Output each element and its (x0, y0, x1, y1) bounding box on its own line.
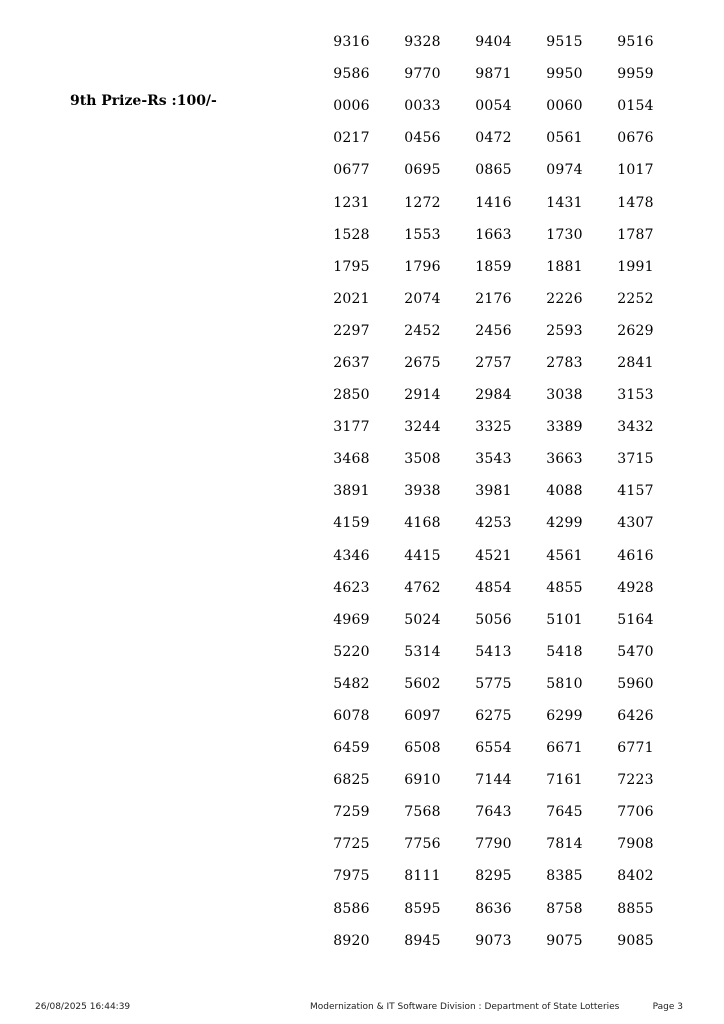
winning-number: 7144 (475, 772, 512, 789)
footer-timestamp: 26/08/2025 16:44:39 (35, 1002, 131, 1012)
winning-number: 2456 (475, 322, 512, 339)
winning-number: 9586 (333, 66, 370, 83)
winning-number: 0974 (546, 162, 583, 179)
winning-number: 4616 (617, 547, 654, 564)
number-row (316, 700, 666, 732)
winning-number: 3038 (546, 387, 583, 404)
winning-number: 2226 (546, 290, 583, 307)
number-row (316, 572, 666, 604)
number-row (316, 122, 666, 154)
winning-number: 3325 (475, 419, 512, 436)
winning-number: 7645 (546, 804, 583, 821)
winning-number: 1795 (333, 258, 370, 275)
number-row (316, 186, 666, 218)
winning-number: 7223 (617, 772, 654, 789)
winning-number: 6825 (333, 772, 370, 789)
winning-number: 7643 (475, 804, 512, 821)
number-row (316, 90, 666, 122)
winning-number: 9085 (617, 932, 654, 949)
winning-number: 8595 (404, 900, 441, 917)
winning-number: 2637 (333, 354, 370, 371)
winning-number: 2452 (404, 322, 441, 339)
winning-number: 7908 (617, 836, 654, 853)
number-row (316, 668, 666, 700)
winning-number: 4762 (404, 579, 441, 596)
winning-number: 0054 (475, 98, 512, 115)
winning-number: 7756 (404, 836, 441, 853)
winning-number: 5960 (617, 675, 654, 692)
winning-number: 3153 (617, 387, 654, 404)
winning-number: 7706 (617, 804, 654, 821)
winning-number: 1231 (333, 194, 370, 211)
winning-number: 6097 (404, 708, 441, 725)
winning-number: 2593 (546, 322, 583, 339)
winning-number: 2629 (617, 322, 654, 339)
number-row (316, 764, 666, 796)
winning-number: 0033 (404, 98, 441, 115)
winning-number: 3177 (333, 419, 370, 436)
winning-number: 1663 (475, 226, 512, 243)
winning-number: 4855 (546, 579, 583, 596)
winning-number: 9404 (475, 34, 512, 51)
number-row (316, 604, 666, 636)
winning-number: 7568 (404, 804, 441, 821)
winning-number: 4928 (617, 579, 654, 596)
winning-number: 9950 (546, 66, 583, 83)
winning-number: 1431 (546, 194, 583, 211)
number-row (316, 219, 666, 251)
winning-number: 0456 (404, 130, 441, 147)
page-footer (0, 999, 724, 1015)
winning-number: 1991 (617, 258, 654, 275)
winning-number: 1881 (546, 258, 583, 275)
winning-number: 8295 (475, 868, 512, 885)
winning-number: 5314 (404, 643, 441, 660)
number-row (316, 443, 666, 475)
number-row (316, 796, 666, 828)
winning-number: 5810 (546, 675, 583, 692)
winning-number: 2783 (546, 354, 583, 371)
number-row (316, 251, 666, 283)
number-row (316, 475, 666, 507)
number-row (316, 315, 666, 347)
number-row (316, 925, 666, 957)
winning-number: 6275 (475, 708, 512, 725)
winning-number: 0676 (617, 130, 654, 147)
winning-number: 4415 (404, 547, 441, 564)
number-row (316, 540, 666, 572)
winning-number: 7790 (475, 836, 512, 853)
winning-number: 5056 (475, 611, 512, 628)
number-row (316, 58, 666, 90)
winning-number: 9871 (475, 66, 512, 83)
number-row (316, 154, 666, 186)
winning-number: 5602 (404, 675, 441, 692)
winning-number: 9959 (617, 66, 654, 83)
winning-number: 8586 (333, 900, 370, 917)
winning-number: 4307 (617, 515, 654, 532)
number-row (316, 411, 666, 443)
winning-number: 7259 (333, 804, 370, 821)
winning-number: 2841 (617, 354, 654, 371)
number-row (316, 26, 666, 58)
winning-number: 7814 (546, 836, 583, 853)
winning-number: 4299 (546, 515, 583, 532)
winning-number: 8636 (475, 900, 512, 917)
winning-number: 9515 (546, 34, 583, 51)
winning-number: 2850 (333, 387, 370, 404)
winning-number: 6671 (546, 740, 583, 757)
winning-number: 6771 (617, 740, 654, 757)
winning-number: 6508 (404, 740, 441, 757)
winning-number: 5101 (546, 611, 583, 628)
number-row (316, 636, 666, 668)
winning-number: 3891 (333, 483, 370, 500)
winning-number: 0154 (617, 98, 654, 115)
number-row (316, 347, 666, 379)
winning-number: 5024 (404, 611, 441, 628)
winning-number: 6299 (546, 708, 583, 725)
number-row (316, 732, 666, 764)
winning-number: 1478 (617, 194, 654, 211)
winning-number: 4346 (333, 547, 370, 564)
winning-number: 3543 (475, 451, 512, 468)
winning-number: 2252 (617, 290, 654, 307)
winning-number: 9328 (404, 34, 441, 51)
winning-number: 9316 (333, 34, 370, 51)
winning-number: 1272 (404, 194, 441, 211)
winning-number: 7725 (333, 836, 370, 853)
winning-number: 2074 (404, 290, 441, 307)
winning-number: 2984 (475, 387, 512, 404)
winning-number: 4623 (333, 579, 370, 596)
winning-number: 0561 (546, 130, 583, 147)
winning-number: 4854 (475, 579, 512, 596)
winning-number: 5775 (475, 675, 512, 692)
number-row (316, 507, 666, 539)
winning-number: 4088 (546, 483, 583, 500)
winning-number: 8758 (546, 900, 583, 917)
footer-page-number: Page 3 (652, 1002, 683, 1012)
winning-number: 2297 (333, 322, 370, 339)
winning-number: 5470 (617, 643, 654, 660)
winning-number: 3508 (404, 451, 441, 468)
winning-number: 4159 (333, 515, 370, 532)
winning-number: 1859 (475, 258, 512, 275)
winning-number: 2914 (404, 387, 441, 404)
winning-number: 0060 (546, 98, 583, 115)
winning-number: 5482 (333, 675, 370, 692)
winning-number: 2675 (404, 354, 441, 371)
winning-number: 1553 (404, 226, 441, 243)
winning-number: 4168 (404, 515, 441, 532)
winning-number: 8920 (333, 932, 370, 949)
winning-number: 0472 (475, 130, 512, 147)
winning-number: 3663 (546, 451, 583, 468)
winning-number: 4969 (333, 611, 370, 628)
winning-number: 3432 (617, 419, 654, 436)
winning-number: 3244 (404, 419, 441, 436)
number-row (316, 860, 666, 892)
winning-number: 9073 (475, 932, 512, 949)
number-row (316, 379, 666, 411)
winning-number: 5220 (333, 643, 370, 660)
winning-number: 9516 (617, 34, 654, 51)
winning-number: 0677 (333, 162, 370, 179)
winning-number: 6426 (617, 708, 654, 725)
winning-number: 4157 (617, 483, 654, 500)
winning-number: 0217 (333, 130, 370, 147)
winning-number: 1416 (475, 194, 512, 211)
number-row (316, 828, 666, 860)
winning-number: 6459 (333, 740, 370, 757)
winning-numbers-grid (316, 26, 666, 957)
winning-number: 1528 (333, 226, 370, 243)
winning-number: 4561 (546, 547, 583, 564)
winning-number: 7975 (333, 868, 370, 885)
winning-number: 8945 (404, 932, 441, 949)
winning-number: 0695 (404, 162, 441, 179)
winning-number: 3389 (546, 419, 583, 436)
number-row (316, 893, 666, 925)
winning-number: 0865 (475, 162, 512, 179)
winning-number: 4253 (475, 515, 512, 532)
winning-number: 6554 (475, 740, 512, 757)
winning-number: 3981 (475, 483, 512, 500)
winning-number: 9770 (404, 66, 441, 83)
winning-number: 8385 (546, 868, 583, 885)
footer-organization: Modernization & IT Software Division : Department of State Lotteries (310, 1002, 620, 1012)
winning-number: 0006 (333, 98, 370, 115)
winning-number: 8855 (617, 900, 654, 917)
winning-number: 5413 (475, 643, 512, 660)
prize-label: 9th Prize-Rs :100/- (70, 93, 217, 109)
winning-number: 4521 (475, 547, 512, 564)
winning-number: 2757 (475, 354, 512, 371)
winning-number: 9075 (546, 932, 583, 949)
number-row (316, 283, 666, 315)
winning-number: 1730 (546, 226, 583, 243)
winning-number: 1796 (404, 258, 441, 275)
winning-number: 3468 (333, 451, 370, 468)
winning-number: 2176 (475, 290, 512, 307)
winning-number: 1787 (617, 226, 654, 243)
winning-number: 3938 (404, 483, 441, 500)
winning-number: 6078 (333, 708, 370, 725)
winning-number: 3715 (617, 451, 654, 468)
winning-number: 2021 (333, 290, 370, 307)
winning-number: 7161 (546, 772, 583, 789)
winning-number: 1017 (617, 162, 654, 179)
winning-number: 5418 (546, 643, 583, 660)
winning-number: 8402 (617, 868, 654, 885)
winning-number: 8111 (404, 868, 441, 885)
winning-number: 5164 (617, 611, 654, 628)
winning-number: 6910 (404, 772, 441, 789)
